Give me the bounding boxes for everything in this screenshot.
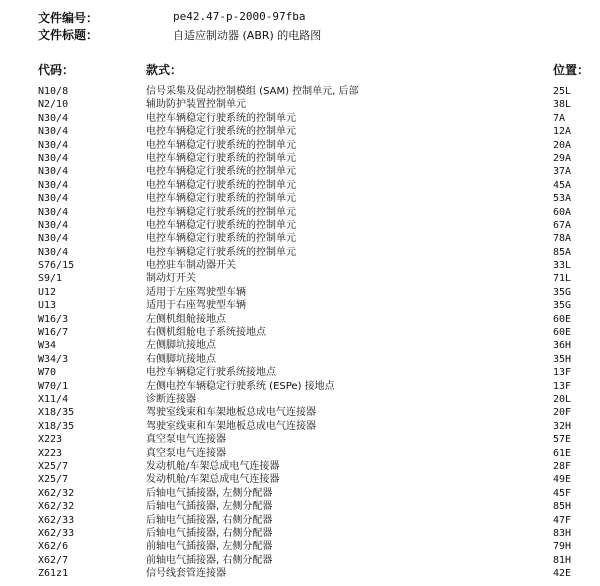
component-description: 适用于右座驾驶型车辆: [146, 300, 246, 312]
component-description: 适用于左座驾驶型车辆: [146, 286, 246, 298]
component-list: [0, 85, 600, 580]
component-description: 后轴电气插接器, 左侧分配器: [146, 487, 273, 499]
component-position: 13F: [553, 367, 572, 379]
table-row: [0, 98, 600, 111]
table-row: [0, 554, 600, 567]
component-code: N10/8: [38, 86, 69, 97]
component-position: 85A: [553, 246, 572, 258]
component-description: 电控车辆稳定行驶系统的控制单元: [146, 112, 296, 124]
component-position: 42E: [553, 568, 572, 580]
table-row: [0, 353, 600, 366]
component-position: 60E: [553, 313, 572, 325]
component-code: N30/4: [38, 179, 69, 191]
component-code: N30/4: [38, 112, 69, 124]
component-position: 49E: [553, 474, 572, 486]
component-code: N30/4: [38, 246, 69, 258]
table-row: [0, 112, 600, 125]
component-description: 电控车辆稳定行驶系统的控制单元: [146, 246, 296, 258]
component-description: 辅助防护装置控制单元: [146, 99, 246, 111]
component-position: 53A: [553, 193, 572, 205]
component-code: W34: [38, 340, 57, 352]
table-row: [0, 192, 600, 205]
component-position: 38L: [553, 99, 572, 111]
component-position: 61E: [553, 447, 572, 459]
component-description: 制动灯开关: [146, 273, 196, 285]
table-row: [0, 246, 600, 259]
component-code: N30/4: [38, 233, 69, 245]
component-position: 60A: [553, 206, 572, 218]
component-code: N30/4: [38, 152, 69, 164]
component-description: 前轴电气插接器, 左侧分配器: [146, 541, 273, 553]
table-row: [0, 259, 600, 272]
table-row: [0, 514, 600, 527]
component-position: 36H: [553, 340, 572, 352]
component-code: U13: [38, 300, 57, 312]
component-code: X223: [38, 447, 63, 459]
component-description: 电控车辆稳定行驶系统的控制单元: [146, 152, 296, 164]
component-position: 83H: [553, 527, 572, 539]
component-code: U12: [38, 286, 57, 298]
table-row: [0, 286, 600, 299]
component-description: 后轴电气插接器, 右侧分配器: [146, 514, 273, 526]
component-position: 20A: [553, 139, 572, 151]
component-code: N30/4: [38, 206, 69, 218]
component-code: W34/3: [38, 353, 69, 365]
component-description: 左侧机组舱接地点: [146, 313, 226, 325]
component-code: N30/4: [38, 139, 69, 151]
component-code: X62/7: [38, 554, 69, 566]
table-row: [0, 339, 600, 352]
component-code: N30/4: [38, 219, 69, 231]
component-code: N2/10: [38, 99, 69, 111]
component-code: W70: [38, 367, 57, 379]
component-description: 发动机舱/车架总成电气连接器: [146, 460, 280, 472]
table-row: [0, 85, 600, 98]
table-row: [0, 540, 600, 553]
component-position: 35G: [553, 286, 572, 298]
component-code: N30/4: [38, 126, 69, 138]
component-description: 诊断连接器: [146, 393, 196, 405]
component-code: X11/4: [38, 393, 69, 405]
table-row: [0, 487, 600, 500]
component-position: 12A: [553, 126, 572, 138]
component-description: 电控车辆稳定行驶系统的控制单元: [146, 193, 296, 205]
component-position: 57E: [553, 434, 572, 446]
component-description: 左侧脚坑接地点: [146, 340, 216, 352]
table-row: [0, 206, 600, 219]
component-description: 真空泵电气连接器: [146, 434, 226, 446]
component-code: W16/3: [38, 313, 69, 325]
table-row: [0, 447, 600, 460]
component-description: 电控车辆稳定行驶系统的控制单元: [146, 179, 296, 191]
table-row: [0, 500, 600, 513]
component-description: 真空泵电气连接器: [146, 447, 226, 459]
component-position: 78A: [553, 233, 572, 245]
component-description: 电控车辆稳定行驶系统的控制单元: [146, 233, 296, 245]
component-code: N30/4: [38, 166, 69, 178]
table-row: [0, 380, 600, 393]
table-row: [0, 125, 600, 138]
table-row: [0, 219, 600, 232]
desc-column-header: 款式：: [146, 63, 183, 77]
table-row: [0, 460, 600, 473]
component-position: 45F: [553, 487, 572, 499]
component-code: X62/6: [38, 541, 69, 553]
component-code: X18/35: [38, 420, 75, 432]
component-code: X62/33: [38, 527, 75, 539]
code-column-header: 代码：: [38, 63, 75, 77]
table-row: [0, 165, 600, 178]
component-code: W70/1: [38, 380, 69, 392]
component-position: 79H: [553, 541, 572, 553]
component-description: 电控车辆稳定行驶系统的控制单元: [146, 206, 296, 218]
component-position: 20L: [553, 393, 572, 405]
component-description: 发动机舱/车架总成电气连接器: [146, 474, 280, 486]
component-position: 37A: [553, 166, 572, 178]
table-row: [0, 473, 600, 486]
component-position: 67A: [553, 219, 572, 231]
table-row: [0, 232, 600, 245]
document-title-value: 自适应制动器 (ABR) 的电路图: [173, 29, 322, 42]
component-description: 左侧电控车辆稳定行驶系统 (ESPe) 接地点: [146, 380, 335, 392]
component-description: 右侧机组舱电子系统接地点: [146, 327, 266, 339]
component-position: 20F: [553, 407, 572, 419]
component-position: 13F: [553, 380, 572, 392]
document-title-label: 文件标题：: [38, 28, 99, 42]
component-code: S9/1: [38, 273, 63, 285]
component-description: 电控车辆稳定行驶系统的控制单元: [146, 139, 296, 151]
component-position: 45A: [553, 179, 572, 191]
table-row: [0, 152, 600, 165]
component-position: 33L: [553, 260, 572, 272]
component-description: 右侧脚坑接地点: [146, 353, 216, 365]
component-position: 25L: [553, 86, 572, 97]
component-position: 81H: [553, 554, 572, 566]
component-description: 电控车辆稳定行驶系统的控制单元: [146, 126, 296, 138]
component-description: 信号采集及促动控制模组 (SAM) 控制单元, 后部: [146, 86, 359, 97]
component-code: W16/7: [38, 327, 69, 339]
table-row: [0, 179, 600, 192]
component-description: 驾驶室线束和车架地板总成电气连接器: [146, 407, 316, 419]
component-code: X62/33: [38, 514, 75, 526]
table-row: [0, 299, 600, 312]
component-code: N30/4: [38, 193, 69, 205]
table-row: [0, 326, 600, 339]
component-code: Z61z1: [38, 568, 69, 580]
component-code: X25/7: [38, 474, 69, 486]
component-position: 28F: [553, 460, 572, 472]
table-row: [0, 366, 600, 379]
component-position: 29A: [553, 152, 572, 164]
position-column-header: 位置：: [553, 63, 590, 77]
component-position: 35H: [553, 353, 572, 365]
component-code: X62/32: [38, 487, 75, 499]
component-description: 信号线套管连接器: [146, 568, 226, 580]
component-description: 电控车辆稳定行驶系统的控制单元: [146, 219, 296, 231]
table-row: [0, 527, 600, 540]
table-row: [0, 567, 600, 580]
document-number-label: 文件编号：: [38, 11, 99, 25]
component-description: 电控驻车制动器开关: [146, 260, 236, 272]
component-position: 7A: [553, 112, 566, 124]
component-description: 电控车辆稳定行驶系统的控制单元: [146, 166, 296, 178]
component-position: 32H: [553, 420, 572, 432]
component-description: 驾驶室线束和车架地板总成电气连接器: [146, 420, 316, 432]
table-row: [0, 139, 600, 152]
table-row: [0, 313, 600, 326]
component-description: 后轴电气插接器, 左侧分配器: [146, 501, 273, 513]
component-position: 85H: [553, 501, 572, 513]
component-code: X18/35: [38, 407, 75, 419]
component-position: 35G: [553, 300, 572, 312]
component-code: X25/7: [38, 460, 69, 472]
table-row: [0, 433, 600, 446]
component-description: 前轴电气插接器, 右侧分配器: [146, 554, 273, 566]
component-position: 47F: [553, 514, 572, 526]
document-number-value: pe42.47-p-2000-97fba: [173, 10, 306, 23]
component-description: 电控车辆稳定行驶系统接地点: [146, 367, 276, 379]
table-row: [0, 393, 600, 406]
component-code: S76/15: [38, 260, 75, 272]
component-code: X223: [38, 434, 63, 446]
component-position: 71L: [553, 273, 572, 285]
table-row: [0, 406, 600, 419]
component-position: 60E: [553, 327, 572, 339]
component-code: X62/32: [38, 501, 75, 513]
component-description: 后轴电气插接器, 右侧分配器: [146, 527, 273, 539]
table-row: [0, 272, 600, 285]
table-row: [0, 420, 600, 433]
